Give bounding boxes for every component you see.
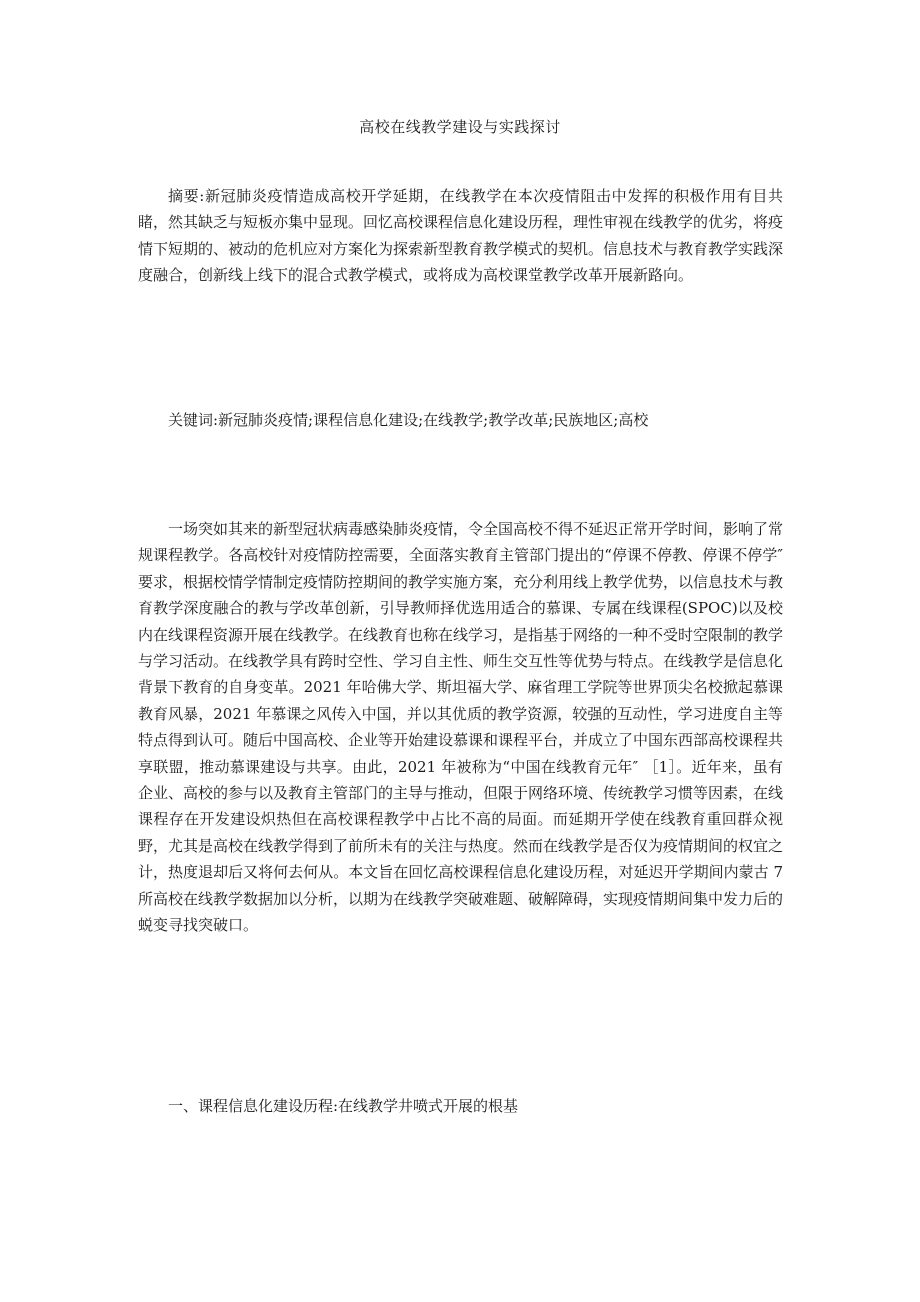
- document-title: 高校在线教学建设与实践探讨: [359, 118, 561, 136]
- keywords-paragraph: 关键词:新冠肺炎疫情;课程信息化建设;在线教学;教学改革;民族地区;高校: [168, 411, 649, 429]
- body-paragraph: 一场突如其来的新型冠状病毒感染肺炎疫情，令全国高校不得不延迟正常开学时间，影响了常规课程教学。各高校针对疫情防控需要，全面落实教育主管部门提出的“停课不停教、停课不停学″ 要求，根据校情学情制定疫情防控期间的教学实施方案，充分利用线上教学优势，以信息技术与教育教学深度融合的教与学改革创新，引导教师择优选用适合的慕课、专属在线课程(SPOC)以及校内在线课程资源开展在线教学。在线教育也称在线学习，是指基于网络的一种不受时空限制的教学与学习活动。在线教学具有跨时空性、学习自主性、师生交互性等优势与特点。在线教学是信息化背景下教育的自身变革。2021 年哈佛大学、斯坦福大学、麻省理工学院等世界顶尖名校掀起慕课教育风暴，2021 年慕课之风传入中国，并以其优质的教学资源，较强的互动性，学习进度自主等特点得到认可。随后中国高校、企业等开始建设慕课和课程平台，并成立了中国东西部高校课程共享联盟，推动慕课建设与共享。由此，2021 年被称为“中国在线教育元年″ ［1］。近年来，虽有企业、高校的参与以及教育主管部门的主导与推动，但限于网络环境、传统教学习惯等因素，在线课程存在开发建设炽热但在高校课程教学中占比不高的局面。而延期开学使在线教育重回群众视野，尤其是高校在线教学得到了前所未有的关注与热度。然而在线教学是否仅为疫情期间的权宜之计，热度退却后又将何去何从。本文旨在回忆高校课程信息化建设历程，对延迟开学期间内蒙古 7 所高校在线教学数据加以分析，以期为在线教学突破难题、破解障碍，实现疫情期间集中发力后的蜕变寻找突破口。: [138, 520, 784, 935]
- abstract-paragraph: 摘要:新冠肺炎疫情造成高校开学延期，在线教学在本次疫情阻击中发挥的积极作用有目共睹，然其缺乏与短板亦集中显现。回忆高校课程信息化建设历程，理性审视在线教学的优劣，将疫情下短期的、被动的危机应对方案化为探索新型教育教学模式的契机。信息技术与教育教学实践深度融合，创新线上线下的混合式教学模式，或将成为高校课堂教学改革开展新路向。: [138, 187, 784, 285]
- section-heading: 一、课程信息化建设历程:在线教学井喷式开展的根基: [168, 1097, 519, 1115]
